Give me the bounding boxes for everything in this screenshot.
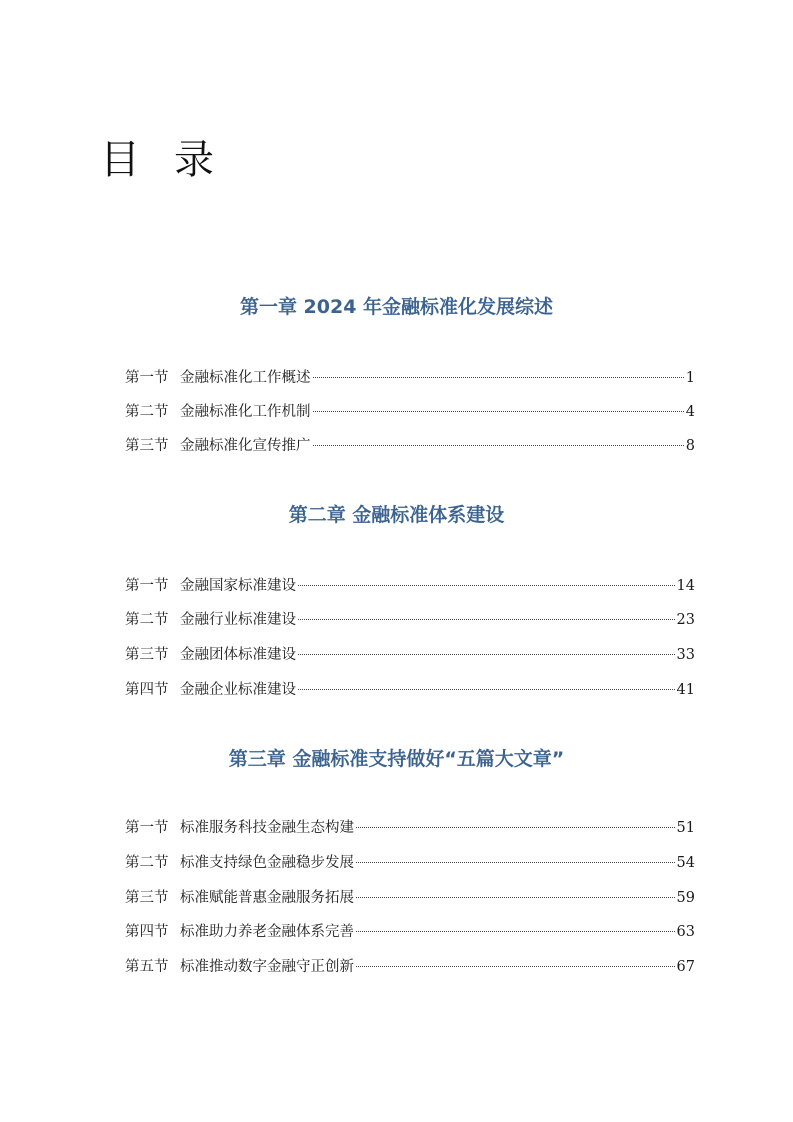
toc-entry-title: 金融国家标准建设 xyxy=(180,578,296,594)
toc-section-label: 第一节 xyxy=(125,370,169,386)
toc-dot-leader xyxy=(313,411,684,412)
chapter-3-title: 第三章 金融标准支持做好“五篇大文章” xyxy=(228,748,565,770)
toc-dot-leader xyxy=(356,931,675,932)
toc-page-number: 14 xyxy=(676,578,695,594)
toc-entry-title: 标准服务科技金融生态构建 xyxy=(180,820,354,836)
toc-entry-title: 金融行业标准建设 xyxy=(180,612,296,628)
toc-section-label: 第三节 xyxy=(125,647,169,663)
toc-entry-title: 金融标准化工作概述 xyxy=(180,370,311,386)
toc-entry[interactable] xyxy=(125,435,695,457)
toc-entry-title: 标准支持绿色金融稳步发展 xyxy=(180,855,354,871)
toc-page-number: 67 xyxy=(676,959,695,975)
chapter-1-title: 第一章 2024 年金融标准化发展综述 xyxy=(239,296,554,318)
toc-section-label: 第二节 xyxy=(125,855,169,871)
toc-entry[interactable] xyxy=(125,367,695,389)
toc-dot-leader xyxy=(313,377,684,378)
toc-entry-title: 金融企业标准建设 xyxy=(180,682,296,698)
toc-entry[interactable] xyxy=(125,644,695,666)
toc-dot-leader xyxy=(313,445,684,446)
toc-dot-leader xyxy=(356,897,675,898)
toc-entry-title: 标准赋能普惠金融服务拓展 xyxy=(180,890,354,906)
toc-dot-leader xyxy=(356,862,675,863)
toc-dot-leader xyxy=(298,689,675,690)
toc-entry-title: 金融标准化宣传推广 xyxy=(180,438,311,454)
toc-section-label: 第一节 xyxy=(125,578,169,594)
chapter-2-title: 第二章 金融标准体系建设 xyxy=(288,504,505,526)
toc-page-number: 59 xyxy=(676,890,695,906)
toc-entry[interactable] xyxy=(125,575,695,597)
toc-page-number: 23 xyxy=(676,612,695,628)
toc-page-number: 63 xyxy=(676,924,695,940)
toc-section-label: 第一节 xyxy=(125,820,169,836)
toc-section-label: 第二节 xyxy=(125,612,169,628)
toc-entry[interactable] xyxy=(125,956,695,978)
toc-entry-title: 金融团体标准建设 xyxy=(180,647,296,663)
page-title: 目录 xyxy=(100,137,248,183)
toc-page-number: 33 xyxy=(676,647,695,663)
toc-section-label: 第二节 xyxy=(125,404,169,420)
toc-entry-title: 标准助力养老金融体系完善 xyxy=(180,924,354,940)
toc-section-label: 第四节 xyxy=(125,924,169,940)
toc-dot-leader xyxy=(298,585,675,586)
toc-page-number: 51 xyxy=(676,820,695,836)
toc-entry[interactable] xyxy=(125,921,695,943)
toc-page-number: 1 xyxy=(685,370,695,386)
toc-entry[interactable] xyxy=(125,401,695,423)
toc-page-number: 41 xyxy=(676,682,695,698)
toc-entry-title: 标准推动数字金融守正创新 xyxy=(180,959,354,975)
toc-entry[interactable] xyxy=(125,609,695,631)
toc-entry[interactable] xyxy=(125,852,695,874)
toc-page-number: 8 xyxy=(685,438,695,454)
toc-entry-title: 金融标准化工作机制 xyxy=(180,404,311,420)
toc-dot-leader xyxy=(298,619,675,620)
toc-page-number: 4 xyxy=(685,404,695,420)
toc-section-label: 第四节 xyxy=(125,682,169,698)
toc-entry[interactable] xyxy=(125,679,695,701)
toc-section-label: 第三节 xyxy=(125,890,169,906)
toc-dot-leader xyxy=(356,966,675,967)
toc-page-number: 54 xyxy=(676,855,695,871)
toc-dot-leader xyxy=(298,654,675,655)
toc-section-label: 第三节 xyxy=(125,438,169,454)
toc-section-label: 第五节 xyxy=(125,959,169,975)
toc-entry[interactable] xyxy=(125,817,695,839)
toc-entry[interactable] xyxy=(125,887,695,909)
toc-dot-leader xyxy=(356,827,675,828)
